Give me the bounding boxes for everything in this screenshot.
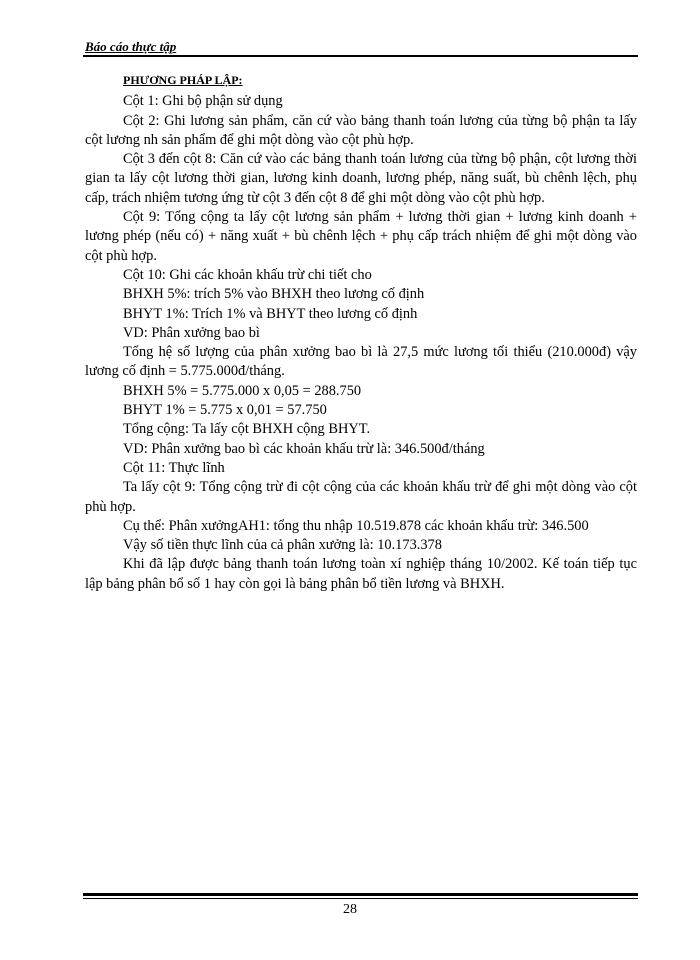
paragraph-bhyt-calc: BHYT 1% = 5.775 x 0,01 = 57.750: [123, 402, 327, 419]
paragraph-net-pay-total: Vậy số tiền thực lĩnh của cả phân xưởng là: 10.173.378: [123, 537, 442, 554]
paragraph-net-pay-method: Ta lấy cột 9: Tổng cộng trừ đi cột cộng của các khoản khấu trừ để ghi một dòng vào cột phù hợp.: [85, 479, 637, 515]
paragraph-cot-9: Cột 9: Tổng cộng ta lấy cột lương sản phẩm + lương thời gian + lương kinh doanh + lương phép (nếu có) + năng xuất + bù chênh lệch + phụ cấp trách nhiệm để ghi một dòng vào cột phù hợp.: [85, 209, 637, 264]
paragraph-cot-11: Cột 11: Thực lĩnh: [123, 459, 225, 476]
paragraph-total: Tổng cộng: Ta lấy cột BHXH cộng BHYT.: [123, 421, 371, 438]
header-title: Báo cáo thực tập: [85, 39, 177, 54]
paragraph-example: VD: Phân xưởng bao bì: [123, 324, 260, 341]
paragraph-deductions: VD: Phân xưởng bao bì các khoản khấu trừ là: 346.500đ/tháng: [123, 440, 485, 457]
paragraph-cot-2: Cột 2: Ghi lương sản phẩm, căn cứ vào bảng thanh toán lương của từng bộ phận ta lấy cột lương nh sản phẩm để ghi một dòng vào cột phù hợp.: [85, 112, 637, 148]
paragraph-coefficient: Tổng hệ số lượng của phân xưởng bao bì là 27,5 mức lương tối thiểu (210.000đ) vậy lương cố định = 5.775.000đ/tháng.: [85, 344, 637, 380]
paragraph-bhxh-rule: BHXH 5%: trích 5% vào BHXH theo lương cố định: [123, 286, 425, 303]
section-heading: PHƯƠNG PHÁP LẬP:: [123, 73, 243, 87]
paragraph-cot-3-8: Cột 3 đến cột 8: Căn cứ vào các bảng thanh toán lương của từng bộ phận, cột lương thời gian ta lấy cột lương thời gian, lương kinh doanh, lương phép, năng suất, bù chênh lệch, phụ cấp, trách nhiệm tương ứng từ cột 3 đến cột 8 để ghi một dòng vào cột phù hợp.: [85, 151, 637, 206]
paragraph-bhyt-rule: BHYT 1%: Trích 1% và BHYT theo lương cố định: [123, 305, 418, 322]
paragraph-cot-1: Cột 1: Ghi bộ phận sử dụng: [123, 93, 283, 110]
paragraph-conclusion: Khi đã lập được bảng thanh toán lương toàn xí nghiệp tháng 10/2002. Kế toán tiếp tục lập bảng phân bổ số 1 hay còn gọi là bảng phân bổ tiền lương và BHXH.: [85, 556, 637, 592]
document-body: [85, 71, 637, 594]
page-number: 28: [343, 902, 357, 917]
paragraph-bhxh-calc: BHXH 5% = 5.775.000 x 0,05 = 288.750: [123, 382, 362, 399]
footer-rule-thin: [83, 898, 638, 899]
header-rule: [83, 55, 638, 57]
paragraph-cot-10: Cột 10: Ghi các khoản khấu trừ chi tiết cho: [123, 266, 372, 283]
footer-rule-thick: [83, 893, 638, 896]
paragraph-specific: Cụ thể: Phân xưởngAH1: tổng thu nhập 10.519.878 các khoản khấu trừ: 346.500: [123, 517, 589, 534]
